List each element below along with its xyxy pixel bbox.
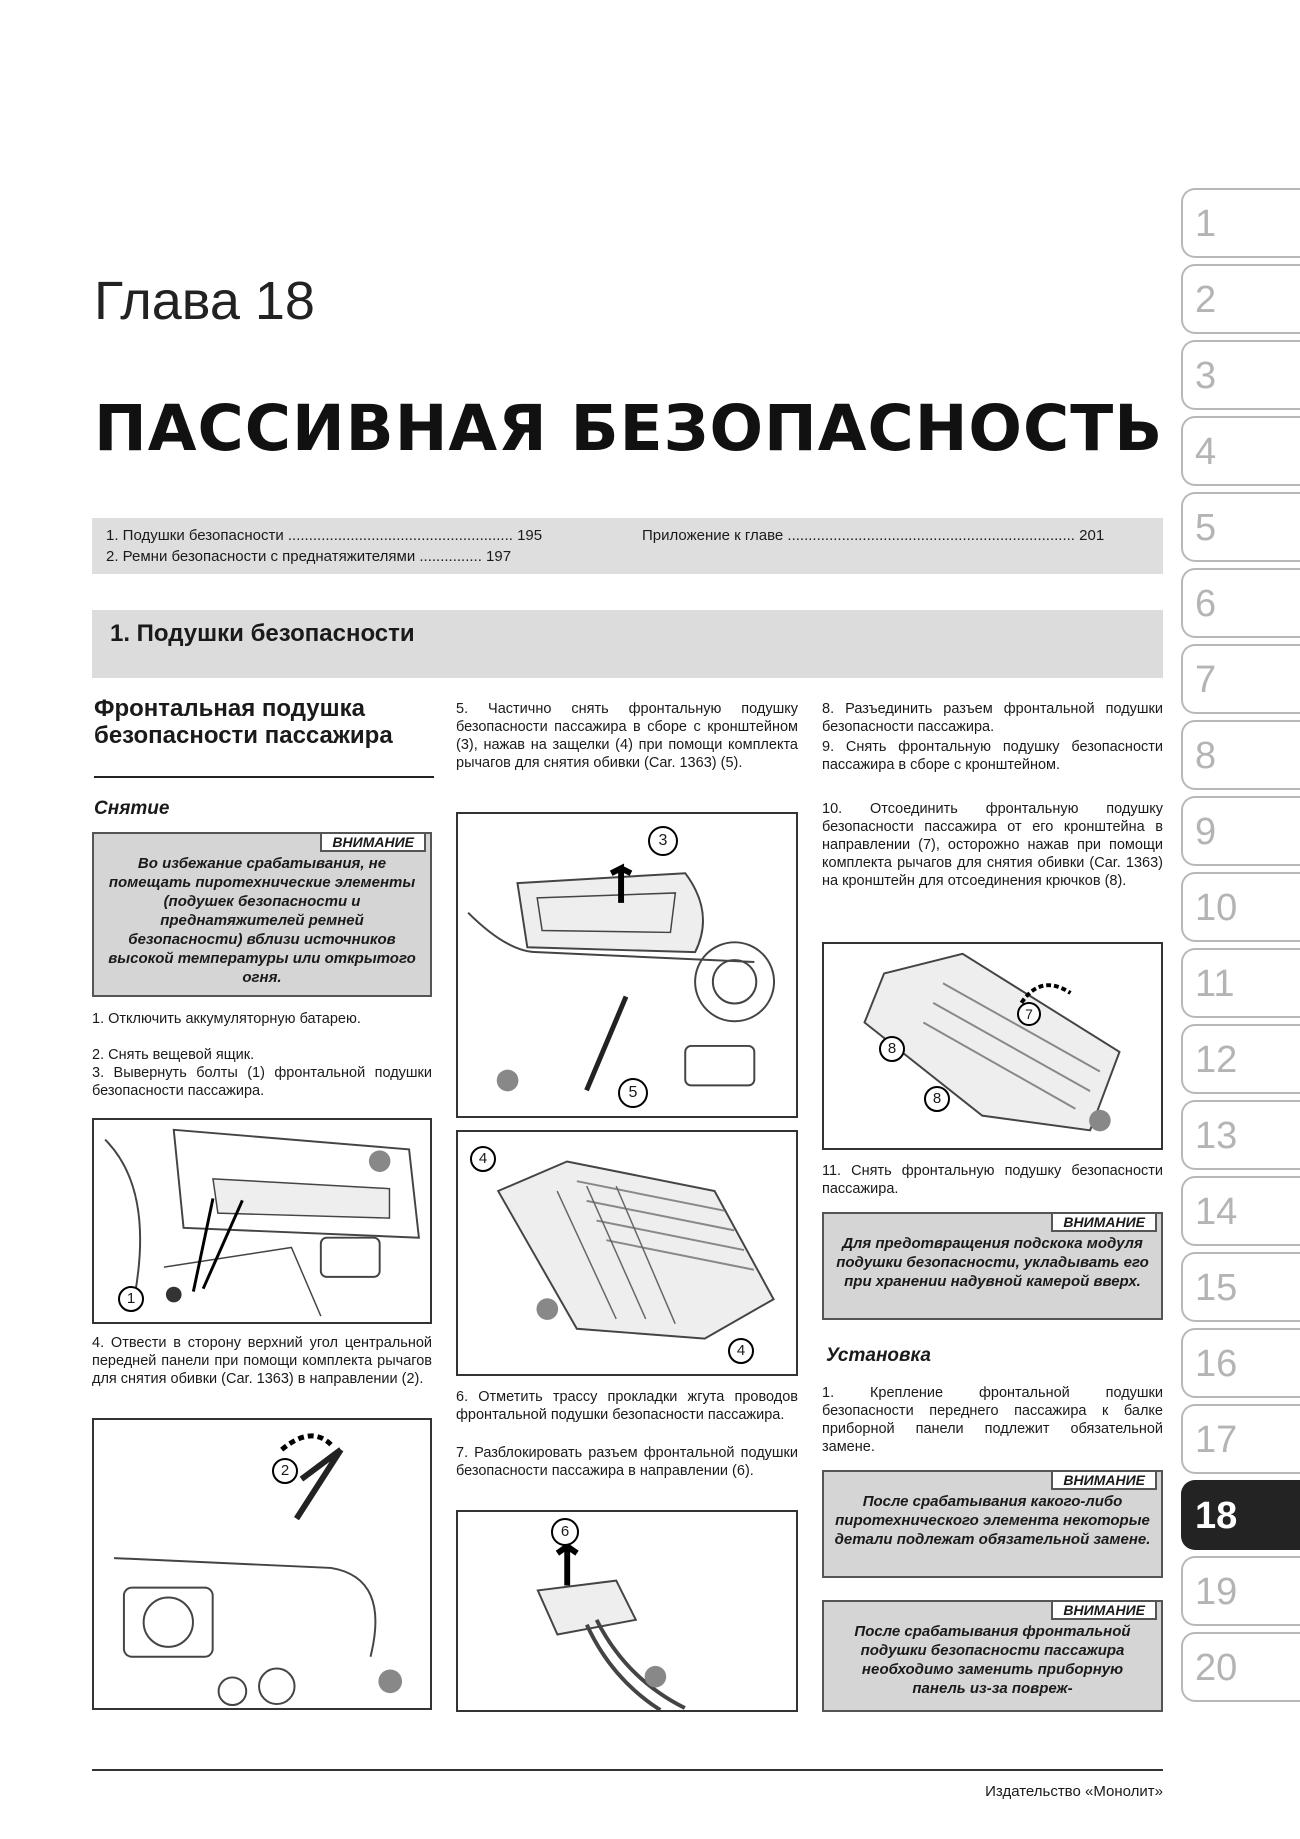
subsection-title: Фронтальная подушка безопасности пассажира [94, 695, 393, 749]
callout-2: 2 [272, 1458, 298, 1484]
divider [94, 776, 434, 778]
chapter-tab-7[interactable]: 7 [1181, 644, 1300, 714]
install-heading: Установка [826, 1345, 931, 1366]
chapter-tab-6[interactable]: 6 [1181, 568, 1300, 638]
connector-illustration [458, 1512, 796, 1710]
warning-box-1 [92, 832, 432, 997]
section-header [92, 610, 1163, 678]
step-10: 10. Отсоединить фронтальную подушку безопасности пассажира от его кронштейна в направлении (7), осторожно нажав при помощи комплекта рычагов для снятия обивки (Car. 1363) на кронштейн для отсоединения крючков (8). [822, 801, 1163, 889]
toc-entry-1[interactable]: 1. Подушки безопасности ...................................................... 195 [106, 527, 543, 544]
chapter-tab-13[interactable]: 13 [1181, 1100, 1300, 1170]
section-title: 1. Подушки безопасности [110, 620, 415, 647]
callout-4-bottom: 4 [728, 1338, 754, 1364]
warning-box-3 [822, 1470, 1163, 1578]
step-7: 7. Разблокировать разъем фронтальной подушки безопасности пассажира в направлении (6). [456, 1445, 798, 1479]
airbag-partial-removal-illustration [458, 814, 796, 1116]
toc-entry-appendix[interactable]: Приложение к главе ..................................................................... 201 [642, 527, 1105, 544]
bracket-latches-illustration [458, 1132, 796, 1374]
callout-6: 6 [551, 1518, 579, 1546]
warning-badge: ВНИМАНИЕ [1051, 1600, 1157, 1620]
chapter-tab-11[interactable]: 11 [1181, 948, 1300, 1018]
chapter-tab-18-active[interactable]: 18 [1181, 1480, 1300, 1550]
chapter-tab-19[interactable]: 19 [1181, 1556, 1300, 1626]
footer-divider [92, 1769, 1163, 1771]
figure-airbag-partial-removal [456, 812, 798, 1118]
chapter-title: ПАССИВНАЯ БЕЗОПАСНОСТЬ [94, 392, 1164, 465]
warning-text: После срабатывания какого-либо пиротехнического элемента некоторые детали подлежат обязательной замене. [834, 1493, 1151, 1548]
publisher-name: Издательство «Монолит» [985, 1783, 1163, 1800]
chapter-tab-20[interactable]: 20 [1181, 1632, 1300, 1702]
chapter-tab-12[interactable]: 12 [1181, 1024, 1300, 1094]
figure-bracket-latches [456, 1130, 798, 1376]
center-panel-illustration [94, 1420, 430, 1708]
callout-3: 3 [648, 826, 678, 856]
warning-text: Во избежание срабатывания, не помещать пиротехнические элементы (подушек безопасности и преднатяжителей ремней безопасности) вблизи источников высокой температуры или открытого огня. [108, 855, 416, 986]
chapter-tab-1[interactable]: 1 [1181, 188, 1300, 258]
callout-8-bottom: 8 [924, 1086, 950, 1112]
callout-7: 7 [1017, 1002, 1041, 1026]
chapter-tab-10[interactable]: 10 [1181, 872, 1300, 942]
warning-box-2 [822, 1212, 1163, 1320]
figure-glovebox-bolts [92, 1118, 432, 1324]
glovebox-illustration [94, 1120, 430, 1322]
chapter-tab-5[interactable]: 5 [1181, 492, 1300, 562]
removal-heading: Снятие [94, 798, 170, 819]
chapter-tab-16[interactable]: 16 [1181, 1328, 1300, 1398]
toc-entry-2[interactable]: 2. Ремни безопасности с преднатяжителями ............... 197 [106, 548, 512, 565]
chapter-tab-14[interactable]: 14 [1181, 1176, 1300, 1246]
step-2: 2. Снять вещевой ящик. [92, 1047, 255, 1063]
chapter-tab-2[interactable]: 2 [1181, 264, 1300, 334]
callout-1: 1 [118, 1286, 144, 1312]
warning-badge: ВНИМАНИЕ [1051, 1470, 1157, 1490]
warning-badge: ВНИМАНИЕ [320, 832, 426, 852]
step-9: 9. Снять фронтальную подушку безопасности пассажира в сборе с кронштейном. [822, 739, 1163, 773]
chapter-tab-9[interactable]: 9 [1181, 796, 1300, 866]
bracket-hooks-illustration [824, 944, 1161, 1148]
chapter-tab-8[interactable]: 8 [1181, 720, 1300, 790]
chapter-tab-15[interactable]: 15 [1181, 1252, 1300, 1322]
callout-4-top: 4 [470, 1146, 496, 1172]
install-step-1: 1. Крепление фронтальной подушки безопасности переднего пассажира к балке приборной панели подлежит обязательной замене. [822, 1385, 1163, 1455]
step-5: 5. Частично снять фронтальную подушку безопасности пассажира в сборе с кронштейном (3), нажав на защелки (4) при помощи комплекта рычагов для снятия обивки (Car. 1363) (5). [456, 701, 798, 771]
warning-text: После срабатывания фронтальной подушки безопасности пассажира необходимо заменить приборную панель из-за повреж- [854, 1623, 1131, 1697]
chapter-tab-17[interactable]: 17 [1181, 1404, 1300, 1474]
figure-connector [456, 1510, 798, 1712]
callout-5: 5 [618, 1078, 648, 1108]
step-4: 4. Отвести в сторону верхний угол центральной передней панели при помощи комплекта рычагов для снятия обивки (Car. 1363) в направлении (2). [92, 1335, 432, 1387]
step-3: 3. Вывернуть болты (1) фронтальной подушки безопасности пассажира. [92, 1065, 432, 1099]
step-8: 8. Разъединить разъем фронтальной подушки безопасности пассажира. [822, 701, 1163, 735]
chapter-tab-4[interactable]: 4 [1181, 416, 1300, 486]
warning-text: Для предотвращения подскока модуля подушки безопасности, укладывать его при хранении надувной камерой вверх. [836, 1235, 1149, 1290]
callout-8-top: 8 [879, 1036, 905, 1062]
step-11: 11. Снять фронтальную подушку безопасности пассажира. [822, 1163, 1163, 1197]
figure-bracket-hooks [822, 942, 1163, 1150]
step-1: 1. Отключить аккумуляторную батарею. [92, 1011, 361, 1027]
chapter-toc [92, 518, 1163, 574]
warning-box-4 [822, 1600, 1163, 1712]
step-6: 6. Отметить трассу прокладки жгута проводов фронтальной подушки безопасности пассажира. [456, 1389, 798, 1423]
chapter-label: Глава 18 [94, 271, 315, 331]
chapter-tab-3[interactable]: 3 [1181, 340, 1300, 410]
warning-badge: ВНИМАНИЕ [1051, 1212, 1157, 1232]
figure-center-panel [92, 1418, 432, 1710]
